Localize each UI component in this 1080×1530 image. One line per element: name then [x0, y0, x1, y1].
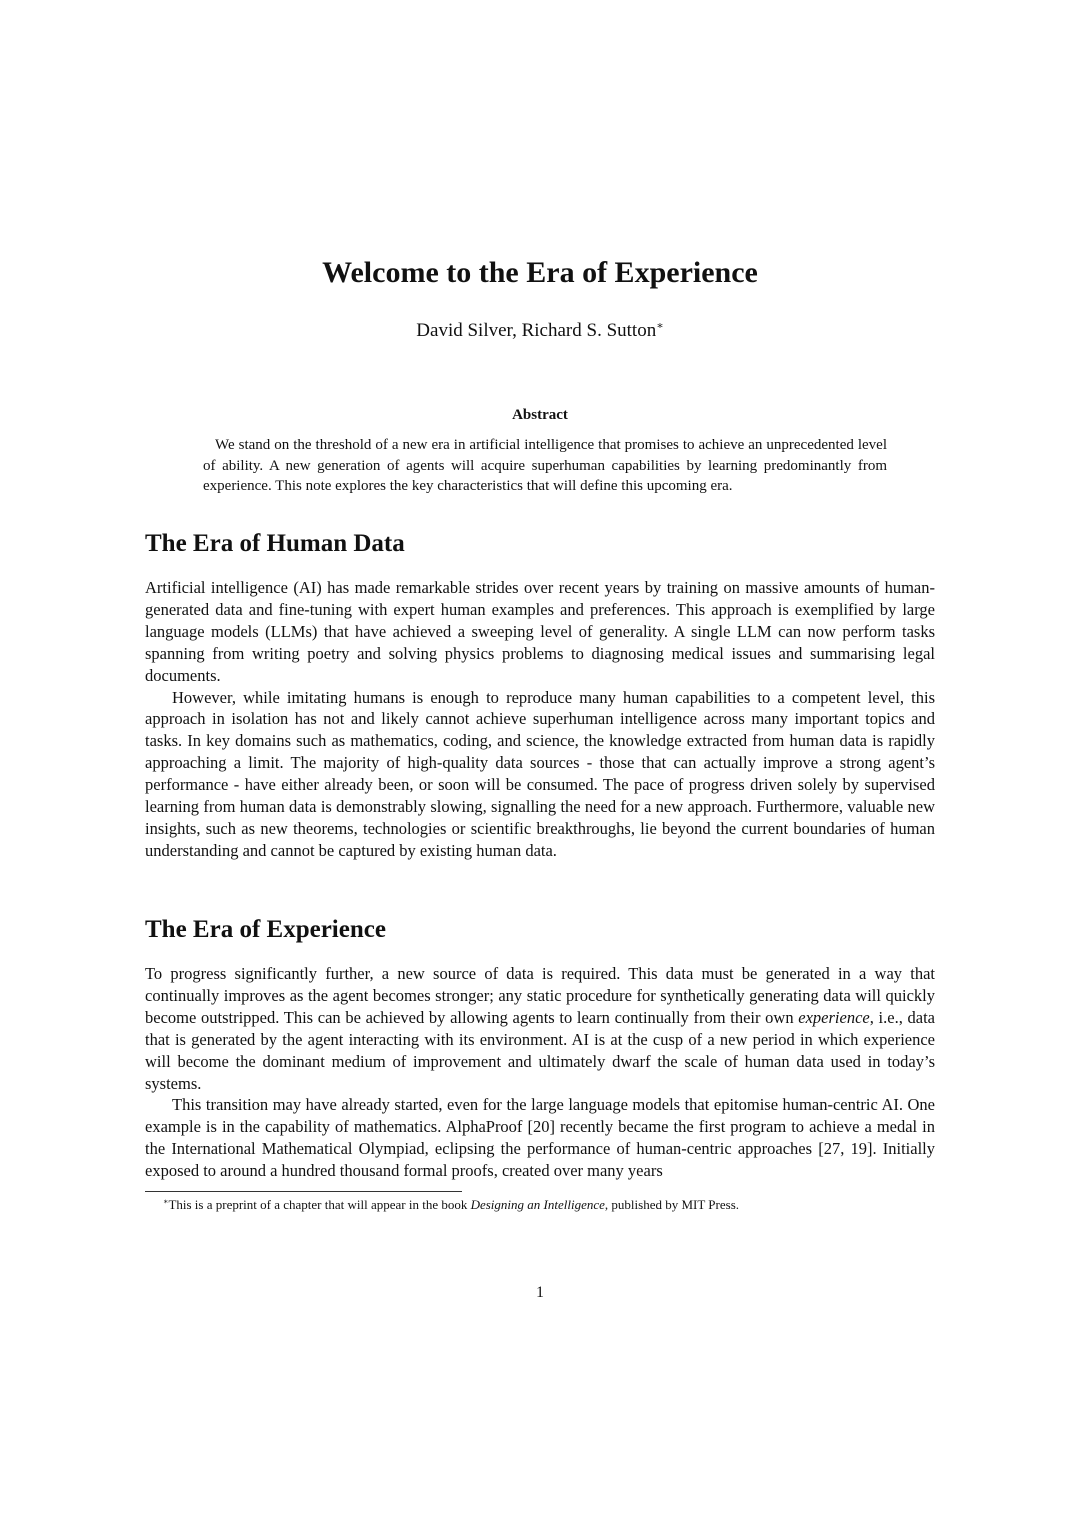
footnote-book-title: Designing an Intelligence — [470, 1197, 605, 1212]
authors-line — [0, 318, 1080, 344]
paragraph-text: , i.e., data that is generated by the agent interacting with its environment. AI is at the cusp of a new period in which experience will become the dominant medium of improvement and ultimately dwarf the scale of human data used in today’s systems. — [145, 1007, 935, 1093]
abstract-heading: Abstract — [512, 407, 568, 423]
section-heading: The Era of Human Data — [145, 530, 405, 557]
section-paragraph: However, while imitating humans is enough to reproduce many human capabilities to a competent level, this approach in isolation has not and likely cannot achieve superhuman intelligence across many important topics and tasks. In key domains such as mathematics, coding, and science, the knowledge extracted from human data is rapidly approaching a limit. The majority of high-quality data sources - those that can actually improve a strong agent’s performance - have either already been, or soon will be consumed. The pace of progress driven solely by supervised learning from human data is demonstrably slowing, signalling the need for a new approach. Furthermore, valuable new insights, such as new theorems, technologies or scientific breakthroughs, lie beyond the current boundaries of human understanding and cannot be captured by existing human data. — [145, 687, 935, 860]
section-heading: The Era of Experience — [145, 916, 386, 943]
emphasized-term: experience — [798, 1007, 870, 1027]
footnote-divider — [145, 1191, 462, 1192]
footnote-mark: ∗ — [163, 1197, 169, 1206]
section-era-of-human-data — [145, 528, 935, 862]
footnote-text: , published by MIT Press. — [604, 1197, 740, 1212]
section-era-of-experience — [145, 914, 935, 1182]
author-names: David Silver, Richard S. Sutton — [416, 320, 657, 341]
paragraph-text: To progress significantly further, a new source of data is required. This data must be generated in a way that continually improves as the agent becomes stronger; any static procedure for synthetically generating data will quickly become outstripped. This can be achieved by allowing agents to learn continually from their own — [145, 964, 935, 1027]
abstract-text: We stand on the threshold of a new era in artificial intelligence that promises to achieve an unprecedented level of ability. A new generation of agents will acquire superhuman capabilities by learning predominantly from experience. This note explores the key characteristics that will define this upcoming era. — [203, 437, 887, 495]
page-number: 1 — [536, 1284, 544, 1301]
section-paragraph: This transition may have already started, even for the large language models that epitomise human-centric AI. One example is in the capability of mathematics. AlphaProof [20] recently became the first program to achieve a medal in the International Mathematical Olympiad, eclipsing the performance of human-centric approaches [27, 19]. Initially exposed to around a hundred thousand formal proofs, created over many years — [145, 1095, 935, 1181]
author-footnote-mark: ∗ — [656, 320, 664, 332]
section-paragraph: Artificial intelligence (AI) has made remarkable strides over recent years by training on massive amounts of human-generated data and fine-tuning with expert human examples and preferences. This approach is exemplified by large language models (LLMs) that have achieved a sweeping level of generality. A single LLM can now perform tasks spanning from writing poetry and solving physics problems to diagnosing medical issues and summarising legal documents. — [145, 578, 935, 685]
footnote-text: This is a preprint of a chapter that will appear in the book — [168, 1197, 471, 1212]
section-paragraph — [145, 963, 935, 1094]
paper-title: Welcome to the Era of Experience — [322, 256, 758, 289]
footnote — [163, 1196, 943, 1214]
